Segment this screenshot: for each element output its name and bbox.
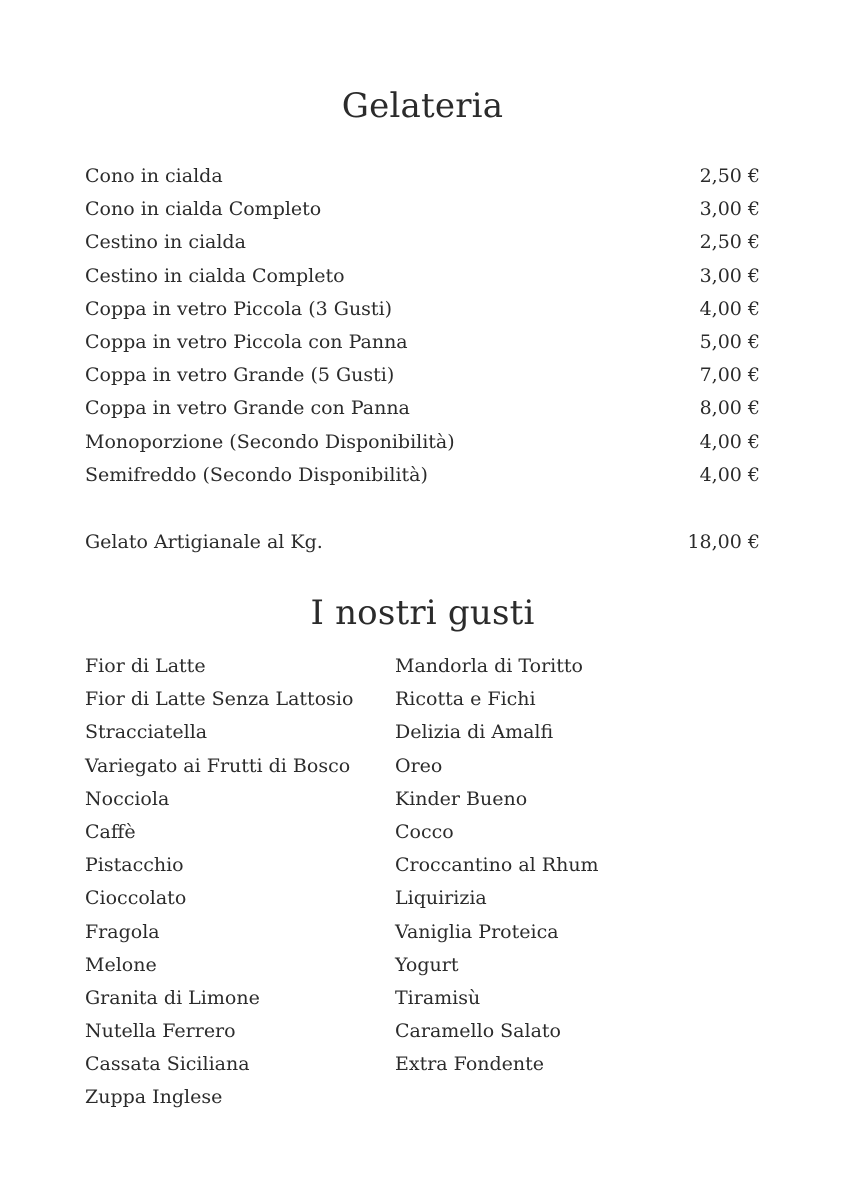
menu-item-price: 5,00 € — [699, 330, 760, 353]
flavor-item: Liquirizia — [395, 887, 487, 910]
menu-item-label: Coppa in vetro Grande con Panna — [85, 397, 410, 420]
menu-item-label: Coppa in vetro Piccola con Panna — [85, 330, 408, 353]
flavor-item: Delizia di Amalfi — [395, 721, 554, 744]
flavor-item: Mandorla di Toritto — [395, 655, 583, 677]
menu-item-price: 2,50 € — [699, 231, 760, 254]
flavor-item: Cassata Siciliana — [85, 1053, 250, 1076]
menu-item-price: 4,00 € — [699, 297, 760, 320]
flavor-item: Nocciola — [85, 787, 170, 810]
menu-item-label: Coppa in vetro Grande (5 Gusti) — [85, 364, 395, 387]
gelateria-price-list — [85, 160, 760, 492]
flavor-item: Granita di Limone — [85, 986, 260, 1009]
flavor-item: Kinder Bueno — [395, 787, 528, 810]
flavor-item: Oreo — [395, 754, 443, 777]
menu-item-row — [85, 226, 760, 259]
menu-item-label: Semifreddo (Secondo Disponibilità) — [85, 463, 428, 486]
flavor-item: Nutella Ferrero — [85, 1020, 236, 1043]
menu-item-row — [85, 459, 760, 492]
menu-item-label: Cestino in cialda Completo — [85, 264, 345, 287]
flavor-item: Croccantino al Rhum — [395, 854, 599, 877]
flavor-item: Ricotta e Fichi — [395, 688, 536, 711]
kg-label: Gelato Artigianale al Kg. — [85, 531, 323, 553]
flavor-item: Caffè — [85, 820, 136, 843]
menu-item-row — [85, 193, 760, 226]
menu-item-label: Cono in cialda Completo — [85, 198, 322, 221]
flavor-item: Pistacchio — [85, 854, 184, 877]
menu-item-row — [85, 426, 760, 459]
menu-item-price: 3,00 € — [699, 198, 760, 221]
flavor-item: Cocco — [395, 820, 454, 843]
kg-price: 18,00 € — [687, 531, 760, 553]
flavors-right-column — [395, 650, 755, 1081]
menu-item-row — [85, 293, 760, 326]
flavor-item: Stracciatella — [85, 721, 208, 744]
gelateria-title: Gelateria — [341, 86, 504, 126]
menu-item-row — [85, 392, 760, 425]
menu-item-label: Cestino in cialda — [85, 231, 246, 254]
menu-item-label: Coppa in vetro Piccola (3 Gusti) — [85, 297, 393, 320]
flavor-item: Zuppa Inglese — [85, 1086, 223, 1109]
flavor-item: Yogurt — [395, 953, 459, 976]
menu-item-label: Cono in cialda — [85, 165, 223, 187]
flavor-item: Tiramisù — [395, 986, 481, 1009]
menu-item-price: 4,00 € — [699, 463, 760, 486]
menu-item-row — [85, 359, 760, 392]
kg-price-row — [85, 526, 760, 559]
menu-item-price: 8,00 € — [699, 397, 760, 420]
flavor-item: Vaniglia Proteica — [395, 920, 559, 943]
menu-item-price: 3,00 € — [699, 264, 760, 287]
flavor-item: Fior di Latte — [85, 655, 206, 677]
flavor-item: Cioccolato — [85, 887, 187, 910]
menu-item-row — [85, 160, 760, 193]
flavor-item: Fior di Latte Senza Lattosio — [85, 688, 354, 711]
menu-item-label: Monoporzione (Secondo Disponibilità) — [85, 430, 455, 453]
flavors-left-column — [85, 650, 385, 1115]
menu-item-price: 4,00 € — [699, 430, 760, 453]
gusti-title: I nostri gusti — [310, 593, 535, 633]
flavor-item: Melone — [85, 953, 157, 976]
menu-item-price: 7,00 € — [699, 364, 760, 387]
menu-item-row — [85, 260, 760, 293]
flavor-item: Extra Fondente — [395, 1053, 545, 1076]
flavor-item: Fragola — [85, 920, 160, 943]
flavor-item: Variegato ai Frutti di Bosco — [85, 754, 351, 777]
menu-item-row — [85, 326, 760, 359]
menu-item-price: 2,50 € — [699, 165, 760, 187]
flavor-item: Caramello Salato — [395, 1020, 561, 1043]
